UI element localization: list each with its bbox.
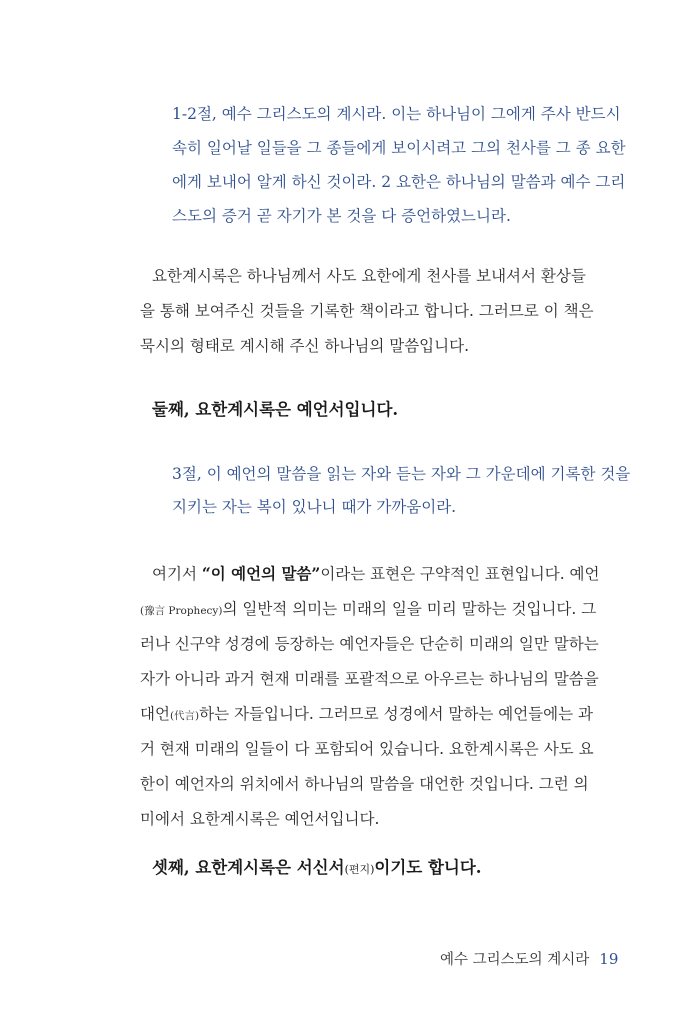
- text-span: 여기서: [152, 565, 202, 583]
- page-footer: [440, 948, 618, 969]
- annotation-text: (편지): [344, 863, 375, 876]
- emphasis-text: “이 예언의 말씀”: [201, 564, 321, 583]
- paragraph-line: 자가 아니라 과거 현재 미래를 포괄적으로 아우르는 하나님의 말씀을: [140, 670, 599, 688]
- text-span: 이기도 합니다.: [374, 858, 482, 877]
- paragraph-line: [140, 599, 596, 621]
- section-heading-2: 둘째, 요한계시록은 예언서입니다.: [152, 400, 399, 419]
- text-span: 대언: [140, 705, 170, 723]
- running-title: 예수 그리스도의 계시라: [440, 952, 590, 968]
- paragraph-line: 거 현재 미래의 일들이 다 포함되어 있습니다. 요한계시록은 사도 요: [140, 740, 594, 758]
- quote-line: 1-2절, 예수 그리스도의 계시라. 이는 하나님이 그에게 주사 반드시: [172, 105, 621, 123]
- text-span: 의 일반적 의미는 미래의 일을 미리 말하는 것입니다. 그: [222, 600, 597, 618]
- paragraph-line: [152, 564, 600, 584]
- quote-line: 지키는 자는 복이 있나니 때가 가까움이라.: [172, 498, 457, 516]
- quote-line: 스도의 증거 곧 자기가 본 것을 다 증언하였느니라.: [172, 207, 511, 225]
- page-number: 19: [599, 950, 619, 968]
- quote-line: 에게 보내어 알게 하신 것이라. 2 요한은 하나님의 말씀과 예수 그리: [172, 173, 626, 191]
- quote-line: 속히 일어날 일들을 그 종들에게 보이시려고 그의 천사를 그 종 요한: [172, 139, 626, 157]
- paragraph-line: 러나 신구약 성경에 등장하는 예언자들은 단순히 미래의 일만 말하는: [140, 635, 599, 653]
- quote-line: 3절, 이 예언의 말씀을 읽는 자와 듣는 자와 그 가운데에 기록한 것을: [172, 465, 631, 483]
- text-span: 이라는 표현은 구약적인 표현입니다. 예언: [320, 565, 600, 583]
- paragraph-line: 미에서 요한계시록은 예언서입니다.: [140, 810, 380, 828]
- paragraph-line: 요한계시록은 하나님께서 사도 요한에게 천사를 보내셔서 환상들: [152, 267, 586, 285]
- text-span: 셋째, 요한계시록은 서신서: [152, 858, 345, 877]
- paragraph-line: [140, 704, 593, 726]
- paragraph-line: 한이 예언자의 위치에서 하나님의 말씀을 대언한 것입니다. 그런 의: [140, 775, 589, 793]
- annotation-text: (豫言 Prophecy): [140, 605, 223, 617]
- text-span: 하는 자들입니다. 그러므로 성경에서 말하는 예언들에는 과: [199, 705, 593, 723]
- annotation-text: (代言): [169, 710, 200, 722]
- section-heading-3: [152, 857, 482, 881]
- paragraph-line: 을 통해 보여주신 것들을 기록한 책이라고 합니다. 그러므로 이 책은: [140, 302, 594, 320]
- paragraph-line: 묵시의 형태로 계시해 주신 하나님의 말씀입니다.: [140, 337, 470, 355]
